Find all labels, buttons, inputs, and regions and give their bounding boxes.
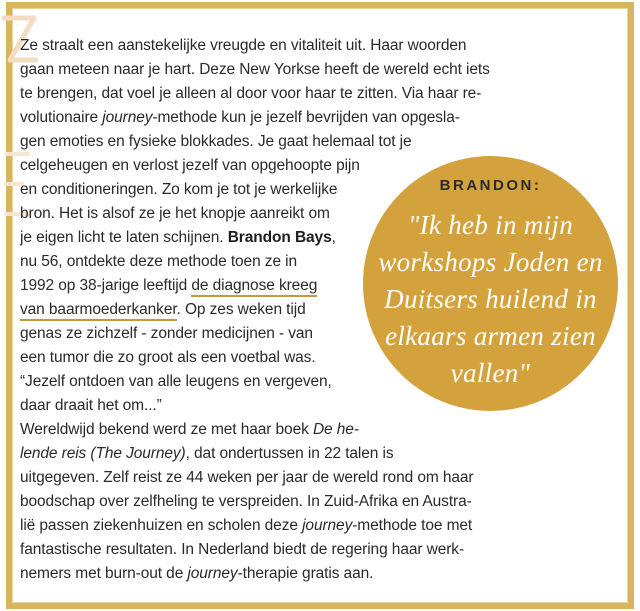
article-line: “Jezelf ontdoen van alle leugens en vergeven, — [20, 373, 332, 390]
article-line: lië passen ziekenhuizen en scholen deze journey-methode toe met — [20, 517, 473, 534]
article-line: nu 56, ontdekte deze methode toen ze in — [20, 253, 298, 270]
article-line: en conditioneringen. Zo kom je tot je werkelijke — [20, 181, 338, 198]
article-line: Wereldwijd bekend werd ze met haar boek De he- — [20, 421, 359, 438]
article-line: volutionaire journey-methode kun je jezelf bevrijden van opgesla- — [20, 109, 460, 126]
pull-quote-line: workshops Joden en — [378, 247, 603, 277]
pull-quote-line: elkaars armen zien — [385, 321, 596, 351]
article-line: van baarmoederkanker. Op zes weken tijd — [20, 298, 306, 322]
article-line: gen emoties en fysieke blokkades. Je gaat helemaal tot je — [20, 133, 412, 150]
article-line: je eigen licht te laten schijnen. Brandon Bays, — [20, 229, 336, 246]
article-line: genas ze zichzelf - zonder medicijnen - van — [20, 325, 313, 342]
pull-quote-circle — [363, 156, 618, 411]
article-line: een tumor die zo groot als een voetbal was. — [20, 349, 316, 366]
article-line: te brengen, dat voel je alleen al door voor haar te zitten. Via haar re- — [20, 85, 482, 102]
article-line: lende reis (The Journey), dat ondertussen in 22 talen is — [20, 445, 394, 462]
article-line: gaan meteen naar je hart. Deze New Yorkse heeft de wereld echt iets — [20, 61, 490, 78]
pull-quote-line: Duitsers huilend in — [384, 284, 597, 314]
pull-quote-line: "Ik heb in mijn — [407, 210, 574, 240]
author-name: Brandon Bays — [227, 229, 332, 246]
article-line: boodschap over zelfheling te verspreiden. In Zuid-Afrika en Austra- — [20, 493, 472, 510]
highlighted-phrase: van baarmoederkanker — [20, 301, 177, 321]
article-line: daar draait het om...” — [20, 397, 162, 414]
article-line: 1992 op 38-jarige leeftijd de diagnose kreeg — [20, 274, 317, 298]
article-line: uitgegeven. Zelf reist ze 44 weken per jaar de wereld rond om haar — [20, 469, 474, 486]
article-line: fantastische resultaten. In Nederland biedt de regering haar werk- — [20, 541, 465, 558]
article-line: celgeheugen en verlost jezelf van opgehoopte pijn — [20, 157, 360, 174]
highlighted-phrase: de diagnose kreeg — [191, 277, 317, 297]
pull-quote-line: vallen" — [450, 358, 531, 388]
article-line: Ze straalt een aanstekelijke vreugde en vitaliteit uit. Haar woorden — [20, 37, 467, 54]
pull-quote-speaker: BRANDON: — [439, 177, 542, 194]
article-line: bron. Het is alsof ze je het knopje aanreikt om — [20, 205, 330, 222]
article-line: nemers met burn-out de journey-therapie gratis aan. — [20, 565, 374, 582]
